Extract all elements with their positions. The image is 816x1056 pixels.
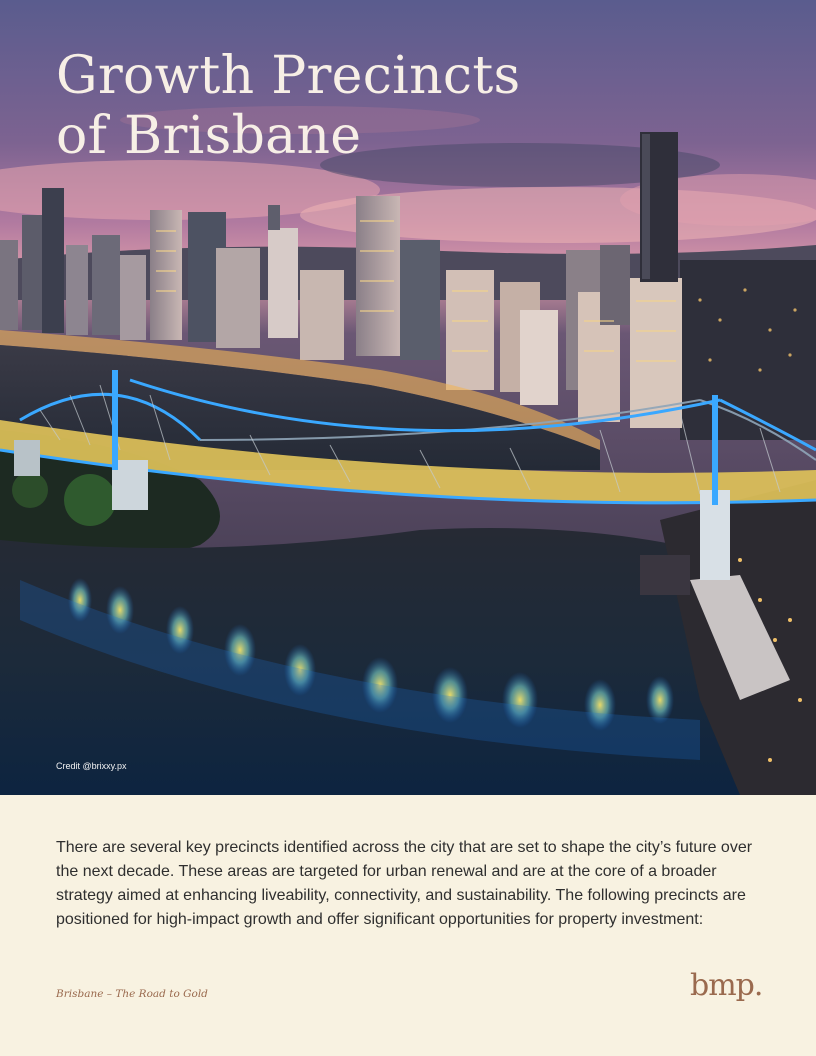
- page-title: [56, 46, 521, 166]
- running-footer-title: Brisbane – The Road to Gold: [56, 988, 208, 1000]
- photo-credit: Credit @brixxy.px: [56, 761, 127, 771]
- bmp-logo: bmp.: [690, 968, 763, 1003]
- page-title-line-1: Growth Precincts: [56, 46, 521, 106]
- page-title-line-2: of Brisbane: [56, 106, 362, 166]
- intro-paragraph: There are several key precincts identified across the city that are set to shape the city’s future over the next decade. These areas are targeted for urban renewal and are at the core of a broader strategy aimed at enhancing liveability, connectivity, and sustainability. The following precincts are positioned for high-impact growth and offer significant opportunities for property investment:: [56, 839, 753, 928]
